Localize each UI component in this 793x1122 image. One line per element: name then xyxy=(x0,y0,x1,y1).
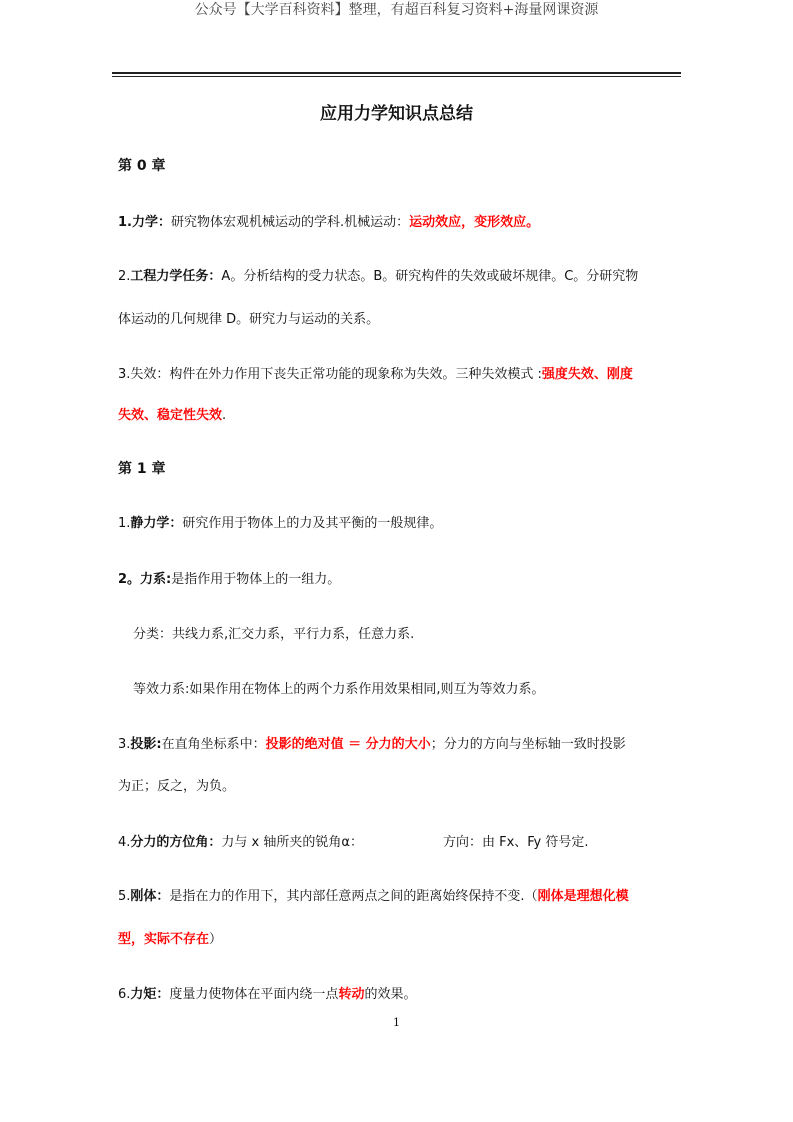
text: 3.失效：构件在外力作用下丧失正常功能的现象称为失效。三种失效模式 : xyxy=(118,367,542,382)
highlight: 刚体是理想化模 xyxy=(537,889,629,904)
header-rule xyxy=(112,72,681,77)
chapter-1-heading: 第 1 章 xyxy=(118,461,166,477)
watermark-header: 公众号【大学百科资料】整理，有超百科复习资料+海量网课资源 xyxy=(194,2,599,18)
text: 是指作用于物体上的一组力。 xyxy=(171,572,341,587)
text: ） xyxy=(209,932,223,947)
ch1-item-3-cont: 为正；反之，为负。 xyxy=(118,779,236,794)
ch0-item-3 xyxy=(118,366,633,384)
term: 静力学： xyxy=(130,516,183,531)
chapter-0-heading: 第 0 章 xyxy=(118,158,166,174)
text: 的效果。 xyxy=(364,987,417,1002)
num: 4. xyxy=(118,835,131,850)
term: 力学： xyxy=(131,215,171,230)
num: 5. xyxy=(118,889,131,904)
text: 方向：由 Fx、Fy 符号定. xyxy=(442,835,589,850)
ch1-item-2 xyxy=(118,571,340,589)
highlight: 失效、稳定性失效 xyxy=(118,408,223,423)
num: 3. xyxy=(118,737,131,752)
text: 研究作用于物体上的力及其平衡的一般规律。 xyxy=(182,516,443,531)
text: 研究物体宏观机械运动的学科.机械运动： xyxy=(171,215,410,230)
text: 在直角坐标系中： xyxy=(161,737,266,752)
ch1-item-5 xyxy=(118,888,629,906)
text: 度量力使物体在平面内绕一点 xyxy=(169,987,339,1002)
num: 2. xyxy=(118,269,131,284)
ch1-item-6 xyxy=(118,986,416,1004)
term: 刚体： xyxy=(130,889,170,904)
ch1-item-1 xyxy=(118,515,442,533)
term: 投影: xyxy=(130,737,162,752)
highlight: 型，实际不存在 xyxy=(118,932,210,947)
highlight: 投影的绝对值 ＝ 分力的大小 xyxy=(265,737,431,752)
text: . xyxy=(222,408,227,423)
ch0-item-1 xyxy=(118,214,539,232)
term: 分力的方位角： xyxy=(130,835,222,850)
highlight: 转动 xyxy=(338,987,365,1002)
num: 1. xyxy=(118,516,131,531)
classification: 分类：共线力系,汇交力系，平行力系，任意力系. xyxy=(133,627,415,642)
text: 是指在力的作用下，其内部任意两点之间的距离始终保持不变.（ xyxy=(169,889,538,904)
ch1-item-4 xyxy=(118,834,589,852)
text: A。分析结构的受力状态。B。研究构件的失效或破坏规律。C。分研究物 xyxy=(221,269,639,284)
ch0-item-3-cont xyxy=(118,407,226,425)
page-number: 1 xyxy=(393,1016,400,1029)
term: 力矩： xyxy=(130,987,170,1002)
num: 6. xyxy=(118,987,131,1002)
ch1-item-3 xyxy=(118,736,626,754)
term: 力系: xyxy=(140,572,172,587)
num: 1. xyxy=(118,215,132,230)
highlight: 运动效应，变形效应。 xyxy=(409,215,540,230)
ch0-item-2 xyxy=(118,268,638,286)
text: ；分力的方向与坐标轴一致时投影 xyxy=(430,737,626,752)
text: 力与 x 轴所夹的锐角α： xyxy=(221,835,363,850)
highlight: 强度失效、刚度 xyxy=(541,367,633,382)
term: 工程力学任务： xyxy=(130,269,222,284)
ch1-item-5-cont xyxy=(118,931,222,949)
page-title: 应用力学知识点总结 xyxy=(320,104,473,124)
equivalent-force-system: 等效力系:如果作用在物体上的两个力系作用效果相同,则互为等效力系。 xyxy=(133,682,545,697)
ch0-item-2-cont: 体运动的几何规律 D。研究力与运动的关系。 xyxy=(118,312,380,327)
num: 2。 xyxy=(118,572,141,587)
